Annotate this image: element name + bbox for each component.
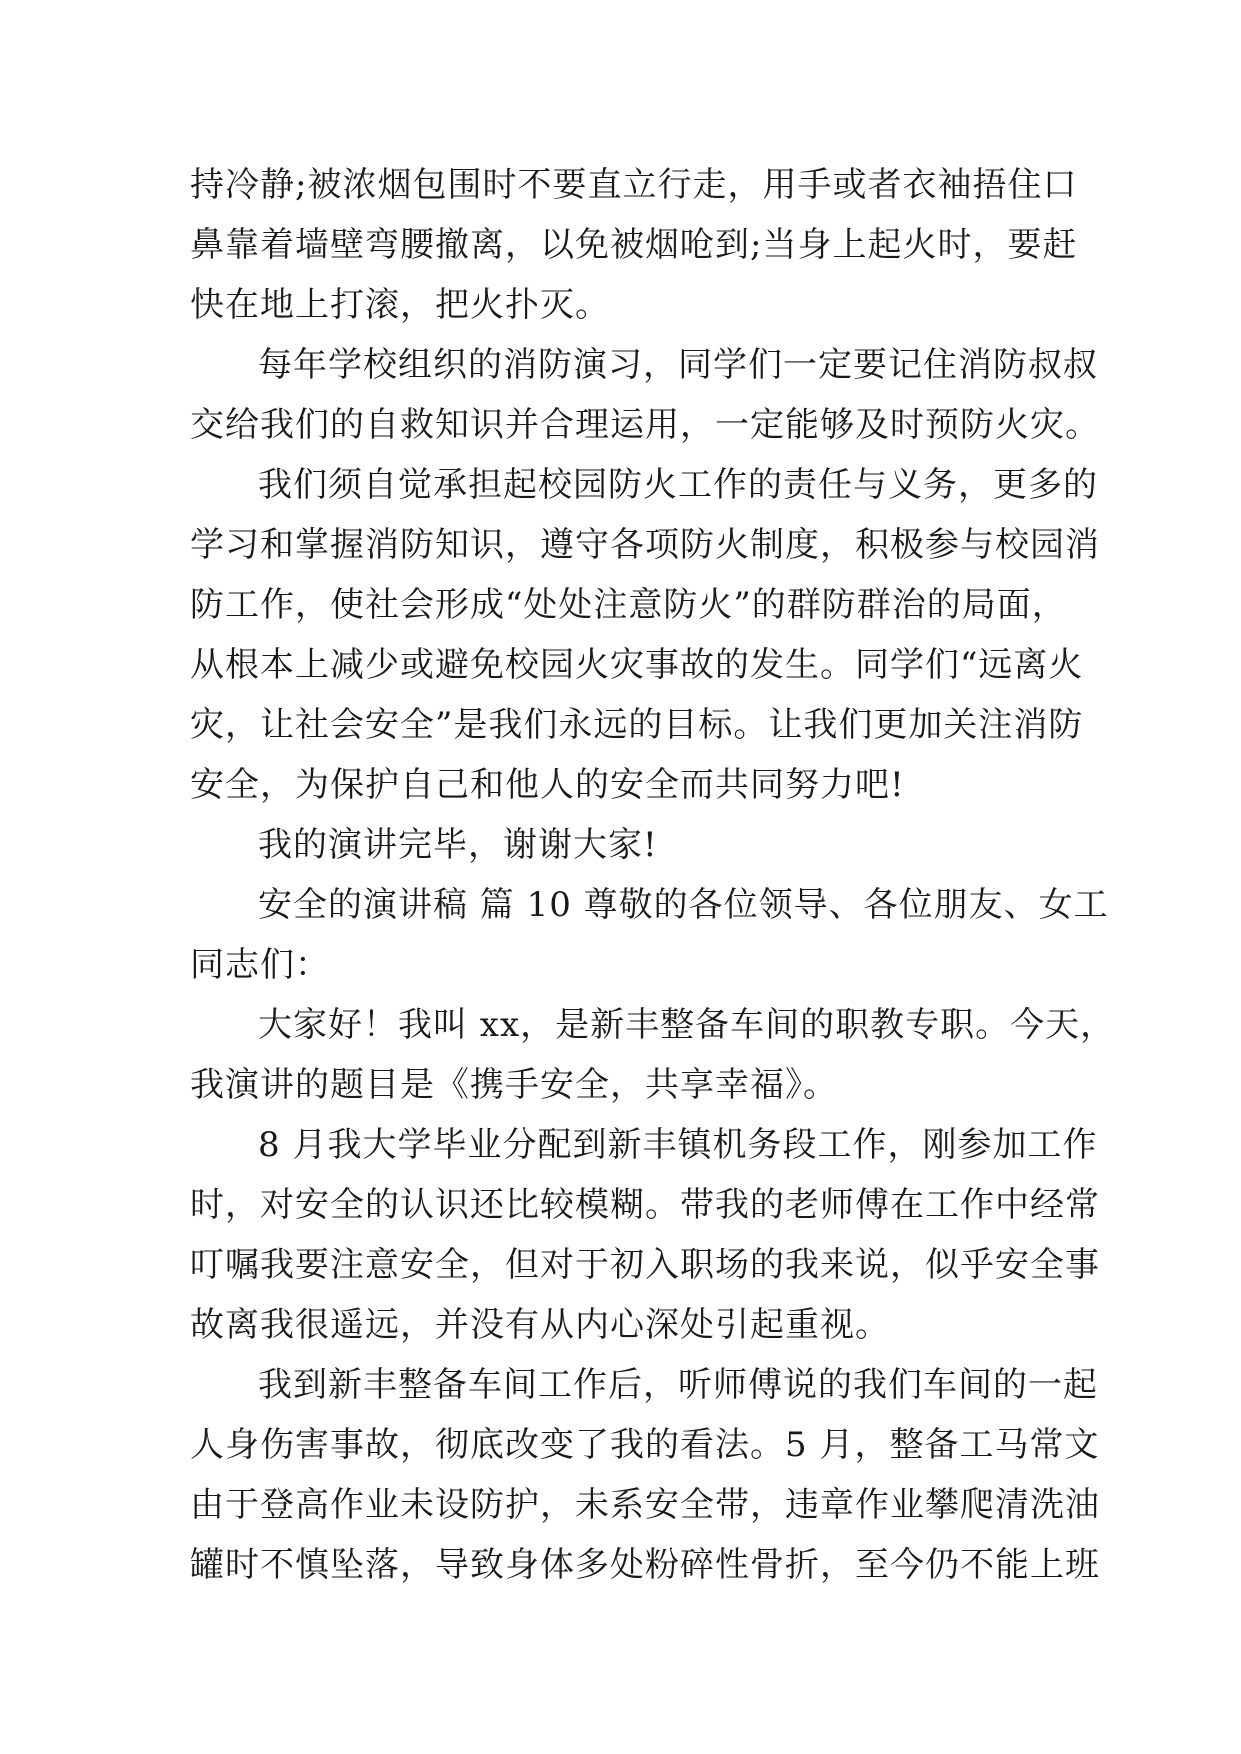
paragraph-start-line: 我的演讲完毕，谢谢大家! xyxy=(258,825,658,865)
text-line: 我演讲的题目是《携手安全，共享幸福》。 xyxy=(190,1065,838,1105)
text-line: 从根本上减少或避免校园火灾事故的发生。同学们“远离火 xyxy=(190,645,1084,685)
text-line: 鼻靠着墙壁弯腰撤离，以免被烟呛到;当身上起火时，要赶 xyxy=(190,225,1078,265)
text-line: 人身伤害事故，彻底改变了我的看法。5 月，整备工马常文 xyxy=(190,1425,1100,1465)
body-text xyxy=(190,155,1116,1595)
text-line: 交给我们的自救知识并合理运用，一定能够及时预防火灾。 xyxy=(190,405,1100,445)
paragraph-start-line: 我到新丰整备车间工作后，听师傅说的我们车间的一起 xyxy=(258,1365,1098,1405)
text-line: 持冷静;被浓烟包围时不要直立行走，用手或者衣袖捂住口 xyxy=(190,165,1078,205)
text-line: 由于登高作业未设防护，未系安全带，违章作业攀爬清洗油 xyxy=(190,1485,1100,1525)
text-line: 快在地上打滚，把火扑灭。 xyxy=(190,285,610,325)
text-line: 故离我很遥远，并没有从内心深处引起重视。 xyxy=(190,1305,890,1345)
text-line: 时，对安全的认识还比较模糊。带我的老师傅在工作中经常 xyxy=(190,1185,1100,1225)
paragraph-start-line: 每年学校组织的消防演习，同学们一定要记住消防叔叔 xyxy=(258,345,1098,385)
text-line: 同志们： xyxy=(190,945,330,985)
paragraph-start-line: 8 月我大学毕业分配到新丰镇机务段工作，刚参加工作 xyxy=(258,1125,1098,1165)
text-line: 安全，为保护自己和他人的安全而共同努力吧! xyxy=(190,765,905,805)
section-heading-line: 安全的演讲稿 篇 10 尊敬的各位领导、各位朋友、女工 xyxy=(258,885,1109,925)
paragraph-start-line: 大家好！我叫 xx，是新丰整备车间的职教专职。今天， xyxy=(258,1005,1116,1045)
text-line: 叮嘱我要注意安全，但对于初入职场的我来说，似乎安全事 xyxy=(190,1245,1100,1285)
paragraph-start-line: 我们须自觉承担起校园防火工作的责任与义务，更多的 xyxy=(258,465,1098,505)
text-line: 学习和掌握消防知识，遵守各项防火制度，积极参与校园消 xyxy=(190,525,1100,565)
text-line: 防工作，使社会形成“处处注意防火”的群防群治的局面， xyxy=(190,585,1067,625)
text-line: 灾，让社会安全”是我们永远的目标。让我们更加关注消防 xyxy=(190,705,1084,745)
text-line: 罐时不慎坠落，导致身体多处粉碎性骨折，至今仍不能上班 xyxy=(190,1545,1100,1585)
